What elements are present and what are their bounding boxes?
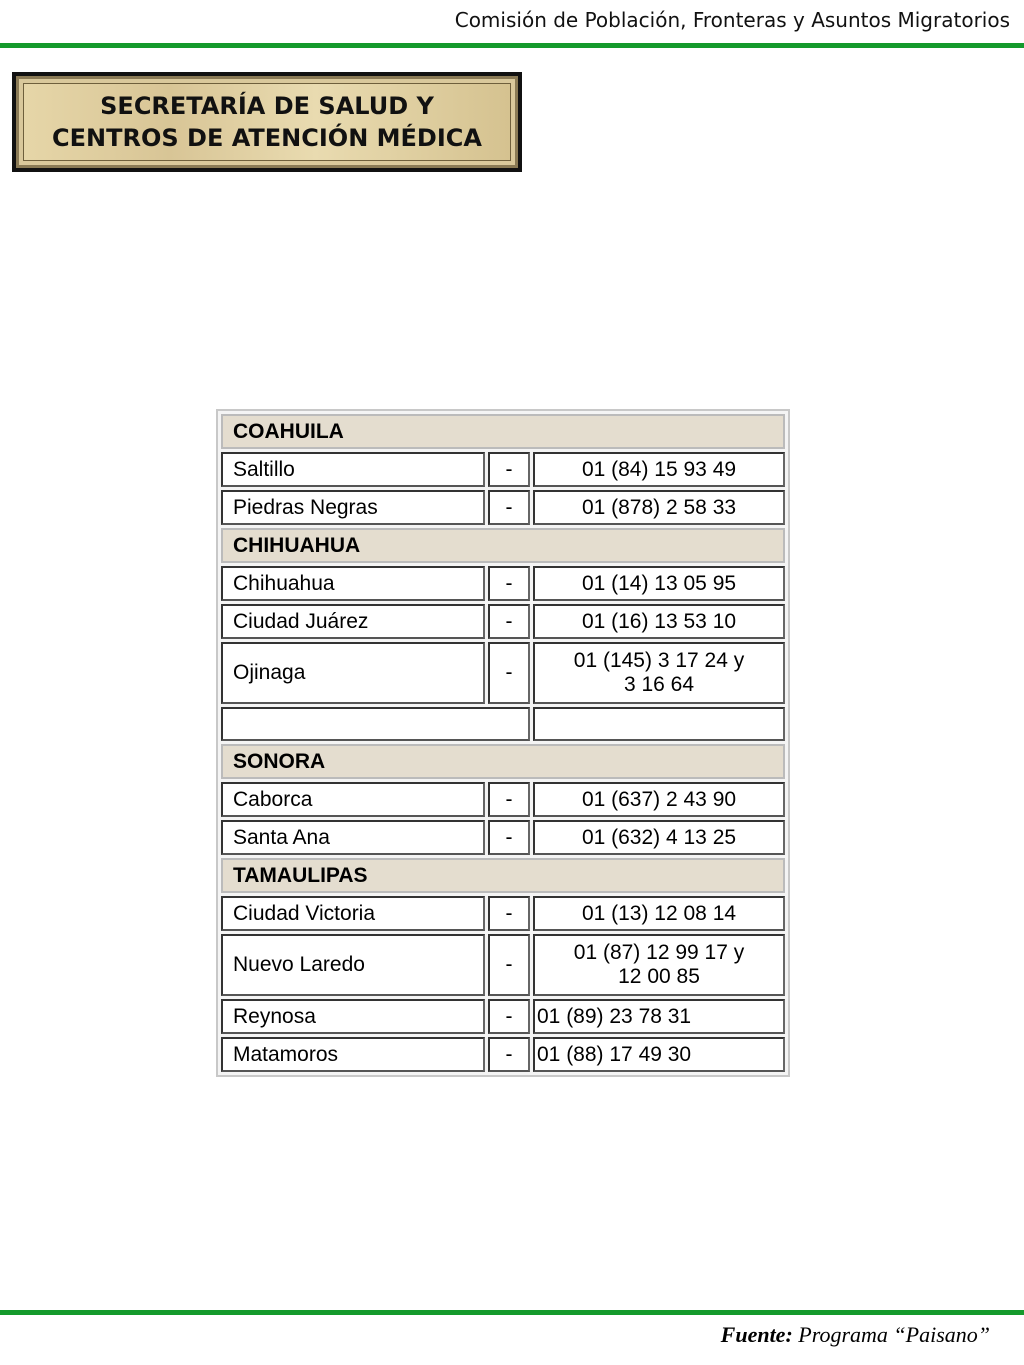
separator-dash: -: [488, 782, 530, 817]
city-name: Caborca: [221, 782, 485, 817]
table-row: [221, 934, 785, 996]
phone-number: 01 (13) 12 08 14: [533, 896, 785, 931]
table-row: [221, 999, 785, 1034]
table-row: [221, 1037, 785, 1072]
city-name: Nuevo Laredo: [221, 934, 485, 996]
city-name: Saltillo: [221, 452, 485, 487]
state-row-tamaulipas: [221, 858, 785, 893]
state-name: COAHUILA: [221, 414, 785, 449]
phone-number: 01 (89) 23 78 31: [533, 999, 785, 1034]
separator-dash: -: [488, 896, 530, 931]
table-row: [221, 566, 785, 601]
city-name: Chihuahua: [221, 566, 485, 601]
phone-number: 01 (88) 17 49 30: [533, 1037, 785, 1072]
phone-number: [533, 934, 785, 996]
phone-number: 01 (878) 2 58 33: [533, 490, 785, 525]
phone-line-1: 01 (145) 3 17 24 y: [573, 649, 745, 672]
state-name: TAMAULIPAS: [221, 858, 785, 893]
city-name: Matamoros: [221, 1037, 485, 1072]
phone-number: 01 (14) 13 05 95: [533, 566, 785, 601]
section-title-line-1: SECRETARÍA DE SALUD Y: [100, 92, 434, 120]
city-name: Reynosa: [221, 999, 485, 1034]
footer-source: [721, 1322, 990, 1348]
phone-line-1: 01 (87) 12 99 17 y: [573, 941, 745, 964]
phone-number: 01 (632) 4 13 25: [533, 820, 785, 855]
section-title-inner: [23, 83, 511, 161]
phone-line-2: 3 16 64: [623, 673, 695, 696]
city-name: Piedras Negras: [221, 490, 485, 525]
blank-row: [221, 707, 785, 741]
separator-dash: -: [488, 604, 530, 639]
page-header-title: Comisión de Población, Fronteras y Asuntos Migratorios: [454, 8, 1010, 32]
table-row: [221, 820, 785, 855]
footer-divider: [0, 1310, 1024, 1315]
blank-cell: [221, 707, 530, 741]
city-name: Ciudad Victoria: [221, 896, 485, 931]
footer-source-name: Programa “Paisano”: [798, 1322, 990, 1347]
phone-number: 01 (84) 15 93 49: [533, 452, 785, 487]
table-row: [221, 782, 785, 817]
table-row: [221, 452, 785, 487]
health-centers-table: [216, 409, 790, 1077]
separator-dash: -: [488, 452, 530, 487]
footer-label: Fuente:: [720, 1322, 793, 1347]
separator-dash: -: [488, 1037, 530, 1072]
table-row: [221, 604, 785, 639]
table-row: [221, 642, 785, 704]
state-row-sonora: [221, 744, 785, 779]
separator-dash: -: [488, 999, 530, 1034]
city-name: Ciudad Juárez: [221, 604, 485, 639]
phone-line-2: 12 00 85: [618, 965, 700, 988]
city-name: Santa Ana: [221, 820, 485, 855]
table-row: [221, 490, 785, 525]
separator-dash: -: [488, 934, 530, 996]
city-name: Ojinaga: [221, 642, 485, 704]
state-row-chihuahua: [221, 528, 785, 563]
blank-cell: [533, 707, 785, 741]
state-row-coahuila: [221, 414, 785, 449]
section-title-line-2: CENTROS DE ATENCIÓN MÉDICA: [52, 124, 482, 152]
phone-number: [533, 642, 785, 704]
header-divider: [0, 43, 1024, 48]
separator-dash: -: [488, 820, 530, 855]
separator-dash: -: [488, 642, 530, 704]
separator-dash: -: [488, 566, 530, 601]
separator-dash: -: [488, 490, 530, 525]
phone-number: 01 (16) 13 53 10: [533, 604, 785, 639]
table-row: [221, 896, 785, 931]
state-name: SONORA: [221, 744, 785, 779]
state-name: CHIHUAHUA: [221, 528, 785, 563]
section-title-box: [12, 72, 522, 172]
phone-number: 01 (637) 2 43 90: [533, 782, 785, 817]
